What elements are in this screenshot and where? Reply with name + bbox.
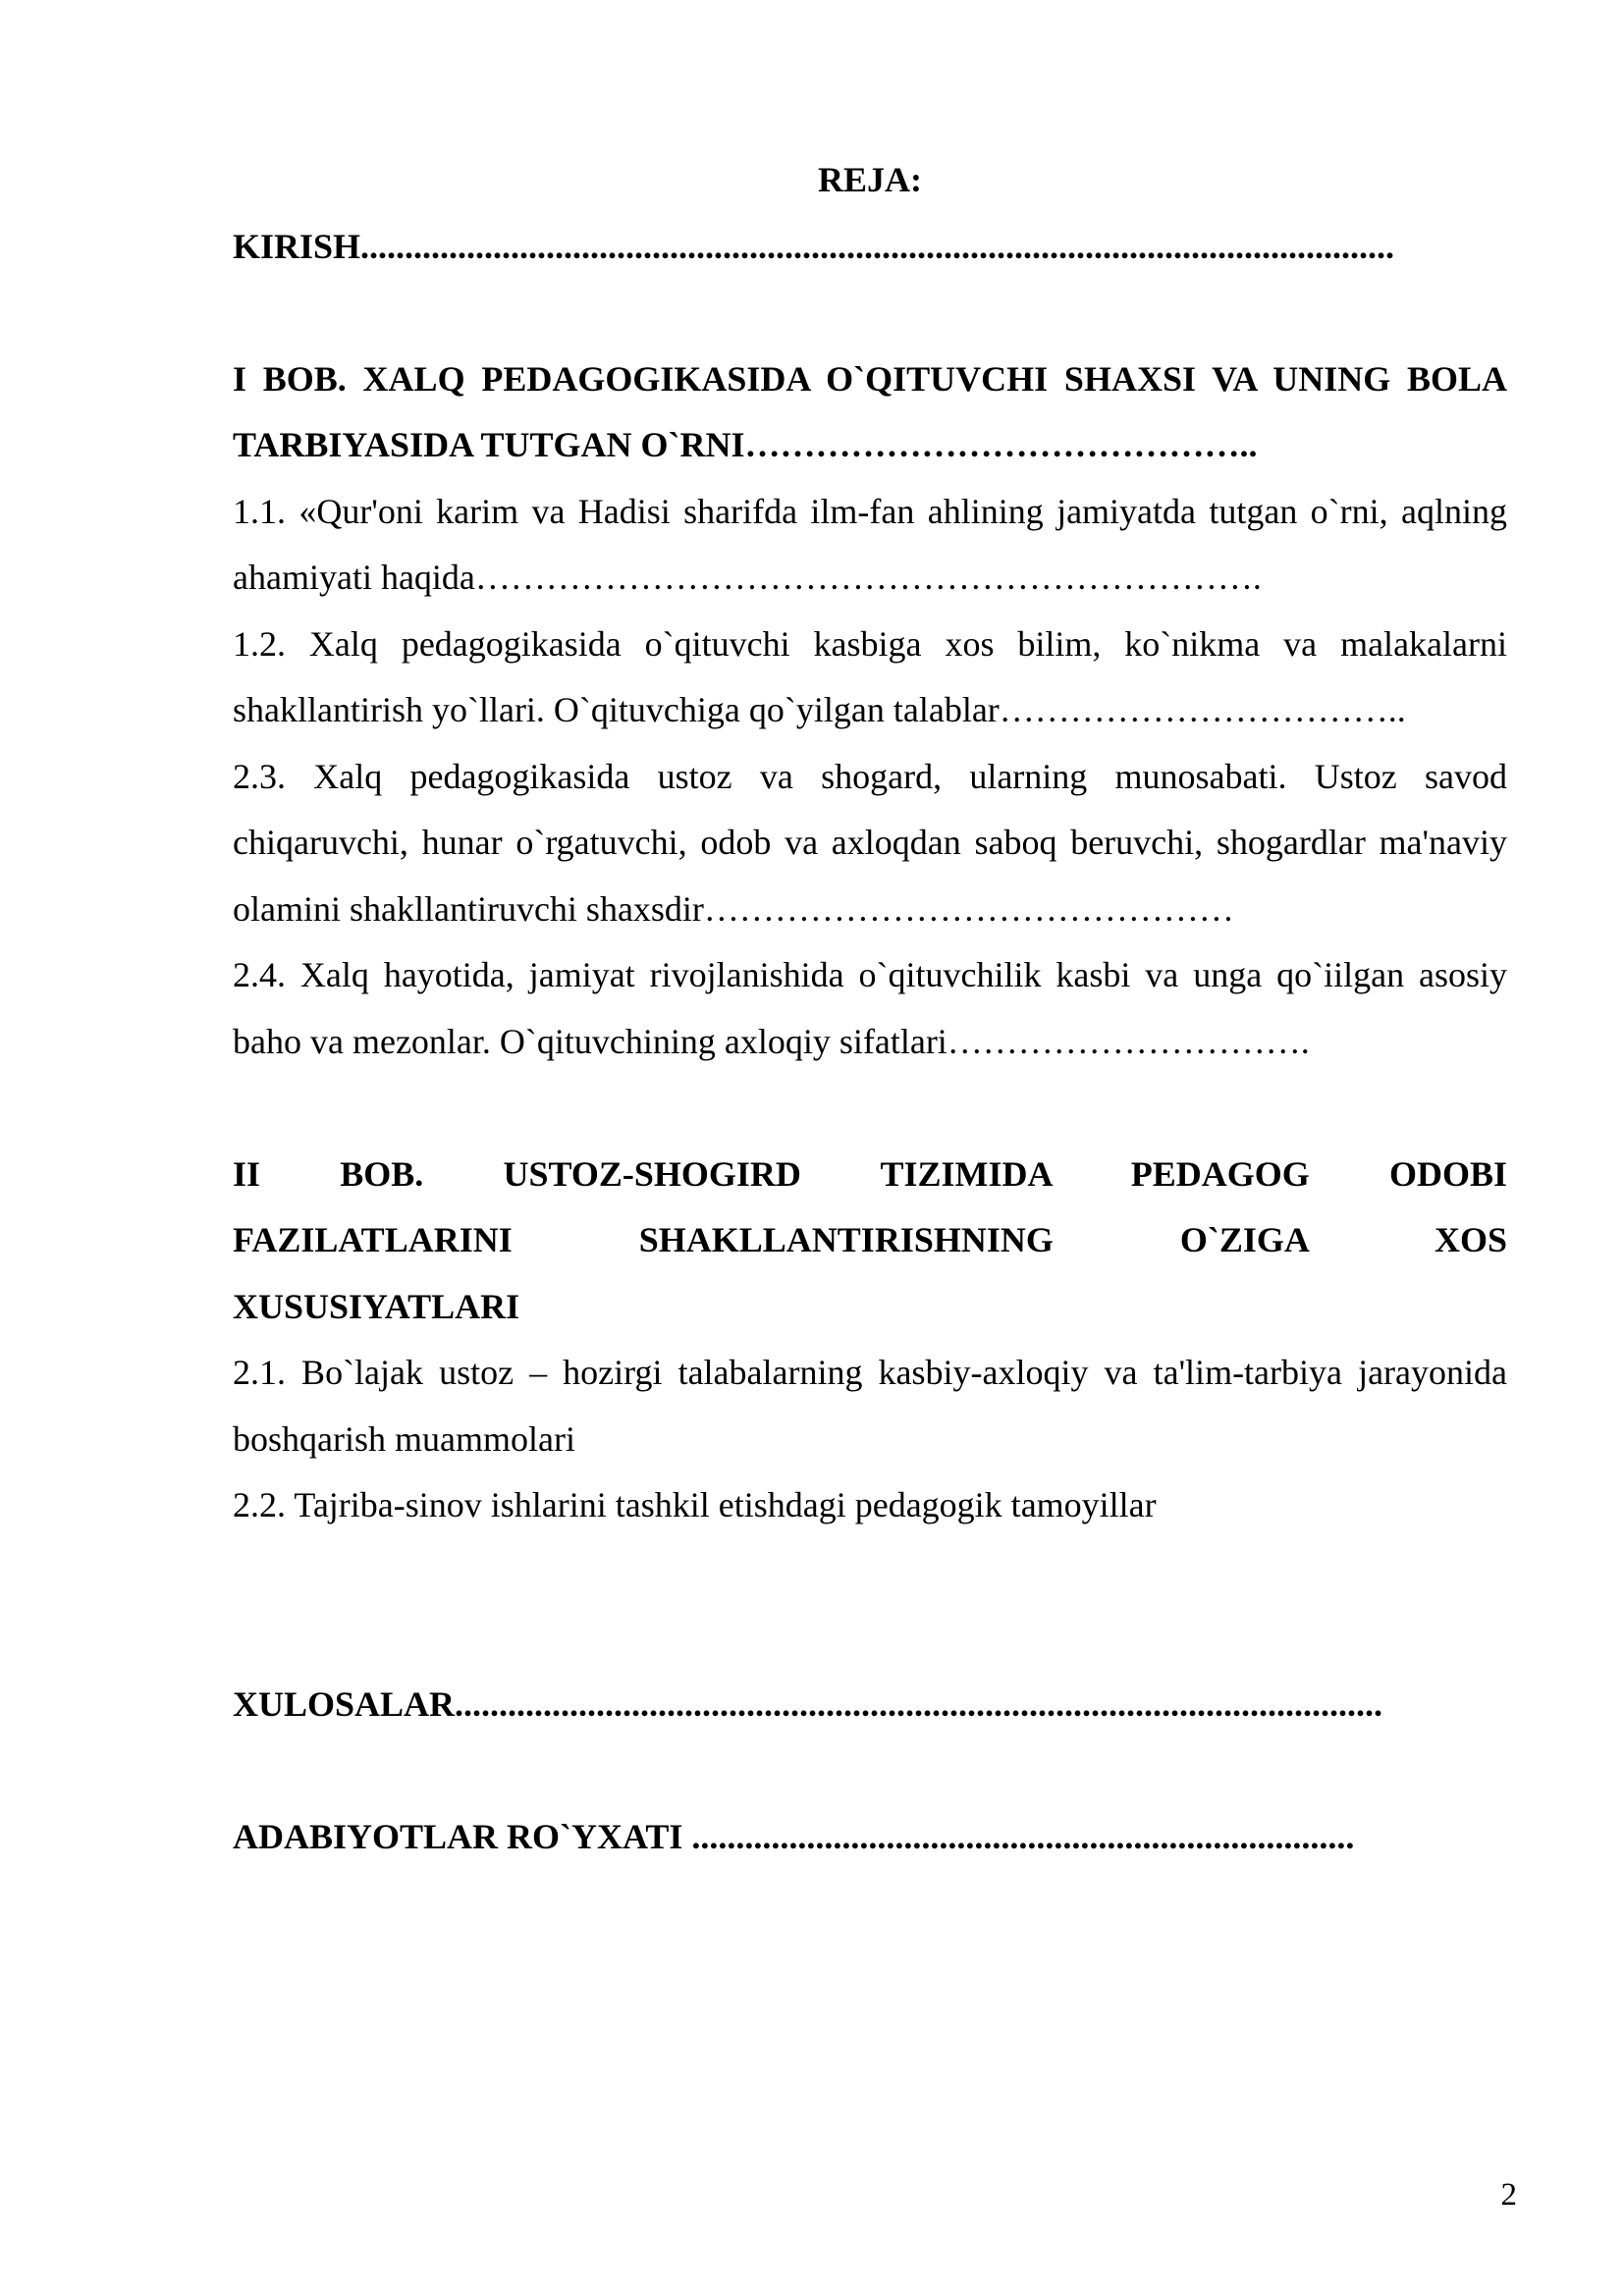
chapter1-item-2: 1.2. Xalq pedagogikasida o`qituvchi kasbiga xos bilim, ko`nikma va malakalarni shakllantirish yo`llari. O`qituvchiga qo`yilgan talablar…………………………….. [233,623,1507,729]
chapter2-item-2: 2.2. Tajriba-sinov ishlarini tashkil etishdagi pedagogik tamoyillar [233,1485,1157,1524]
chapter1-item-3: 2.3. Xalq pedagogikasida ustoz va shogard, ularning munosabati. Ustoz savod chiqaruvchi, hunar o`rgatuvchi, odob va axloqdan saboq beruvchi, shogardlar ma'naviy olamini shakllantiruvchi shaxsdir……………………………………… [233,756,1507,929]
chapter2-heading [233,1142,1507,1341]
spacer [233,1737,1507,1804]
plan-title: REJA: [818,160,922,199]
page-number: 2 [1500,2177,1517,2213]
spacer [233,280,1507,347]
table-of-contents [233,147,1507,1870]
intro-entry: KIRISH..................................................................................................................... [233,226,1395,266]
conclusions-entry: XULOSALAR......................................................................................................... [233,1683,1383,1724]
spacer [233,1075,1507,1142]
references-entry: ADABIYOTLAR RO`YXATI ........................................................................... [233,1816,1355,1856]
chapter2-item-1: 2.1. Bo`lajak ustoz – hozirgi talabalarning kasbiy-axloqiy va ta'lim-tarbiya jarayonida boshqarish muammolari [233,1353,1507,1459]
chapter1-item-4: 2.4. Xalq hayotida, jamiyat rivojlanishida o`qituvchilik kasbi va unga qo`iilgan asosiy baho va mezonlar. O`qituvchining axloqiy sifatlari…………………………. [233,955,1507,1061]
spacer [233,1539,1507,1672]
chapter2-heading-line-3: XUSUSIYATLARI [233,1286,520,1326]
chapter2-heading-line-1: II BOB. USTOZ-SHOGIRD TIZIMIDA PEDAGOG ODOBI [233,1153,1507,1194]
chapter1-heading: I BOB. XALQ PEDAGOGIKASIDA O`QITUVCHI SHAXSI VA UNING BOLA TARBIYASIDA TUTGAN O`RNI…………………………………….. [233,358,1507,464]
chapter1-item-1: 1.1. «Qur'oni karim va Hadisi sharifda ilm-fan ahlining jamiyatda tutgan o`rni, aqlning ahamiyati haqida…………………………………………………………. [233,491,1507,597]
chapter2-heading-line-2: FAZILATLARINI SHAKLLANTIRISHNING O`ZIGA XOS [233,1220,1507,1259]
